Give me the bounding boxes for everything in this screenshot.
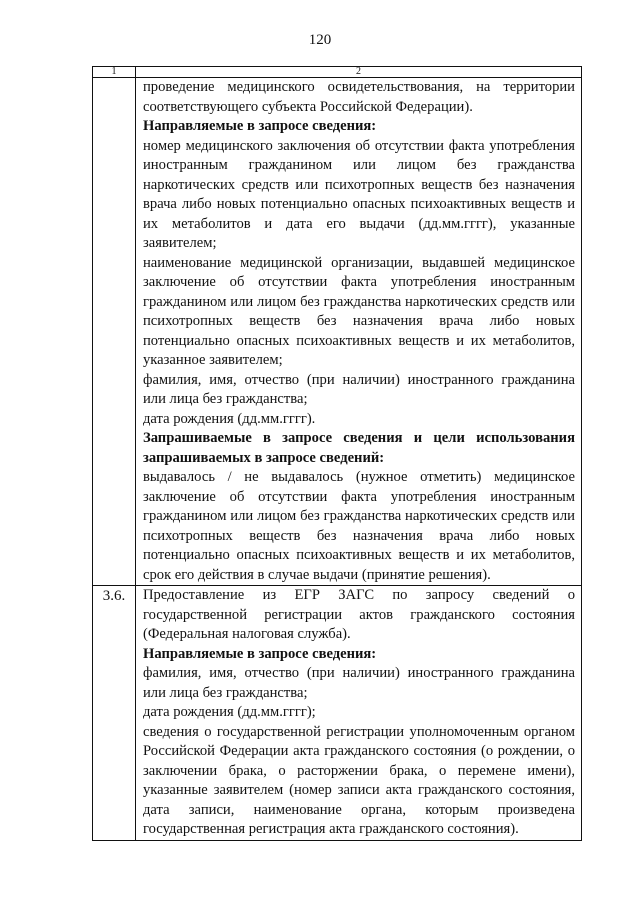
paragraph: фамилия, имя, отчество (при наличии) иностранного гражданина или лица без гражданства; [143, 665, 575, 701]
paragraph: фамилия, имя, отчество (при наличии) иностранного гражданина или лица без гражданства; [143, 371, 575, 407]
content-table [92, 66, 582, 841]
row-number: 3.6. [93, 586, 136, 841]
table-header-row [93, 67, 582, 78]
paragraph: Предоставление из ЕГР ЗАГС по запросу сведений о государственной регистрации актов гражданского состояния (Федеральная налоговая служба). [143, 587, 575, 642]
table-row [93, 78, 582, 586]
paragraph: выдавалось / не выдавалось (нужное отметить) медицинское заключение об отсутствии факта употребления иностранным гражданином или лицом без гражданства наркотических средств или психотропных веществ без назначения врача либо новых потенциально опасных психоактивных веществ и их метаболитов, срок его действия в случае выдачи (принятие решения). [143, 469, 575, 583]
row-number [93, 78, 136, 586]
paragraph: наименование медицинской организации, выдавшей медицинское заключение об отсутствии факта употребления иностранным гражданином или лицом без гражданства наркотических средств или психотропных веществ без назначения врача либо новых потенциально опасных психоактивных веществ и их метаболитов, указанное заявителем; [143, 254, 575, 368]
paragraph: дата рождения (дд.мм.гггг); [143, 704, 316, 720]
section-heading: Запрашиваемые в запросе сведения и цели использования запрашиваемых в запросе сведений: [143, 430, 575, 466]
paragraph: проведение медицинского освидетельствования, на территории соответствующего субъекта Российской Федерации). [143, 79, 575, 115]
header-col-1: 1 [93, 67, 136, 78]
table-row [93, 586, 582, 841]
page-number: 120 [308, 32, 332, 48]
row-content [136, 586, 582, 841]
paragraph: номер медицинского заключения об отсутствии факта употребления иностранным гражданином или лицом без гражданства наркотических средств или психотропных веществ без назначения врача либо новых потенциально опасных психоактивных веществ и их метаболитов и дата его выдачи (дд.мм.гггг), указанные заявителем; [143, 137, 575, 251]
paragraph: дата рождения (дд.мм.гггг). [143, 410, 316, 427]
header-col-2: 2 [136, 67, 582, 78]
section-heading: Направляемые в запросе сведения: [143, 645, 377, 662]
paragraph: сведения о государственной регистрации уполномоченным органом Российской Федерации акта гражданского состояния (о рождении, о заключении брака, о расторжении брака, о перемене имени), указанные заявителем (номер записи акта гражданского состояния, дата записи, наименование органа, которым произведена государственная регистрация акта гражданского состояния). [143, 723, 575, 837]
row-content [136, 78, 582, 586]
section-heading: Направляемые в запросе сведения: [143, 118, 377, 134]
